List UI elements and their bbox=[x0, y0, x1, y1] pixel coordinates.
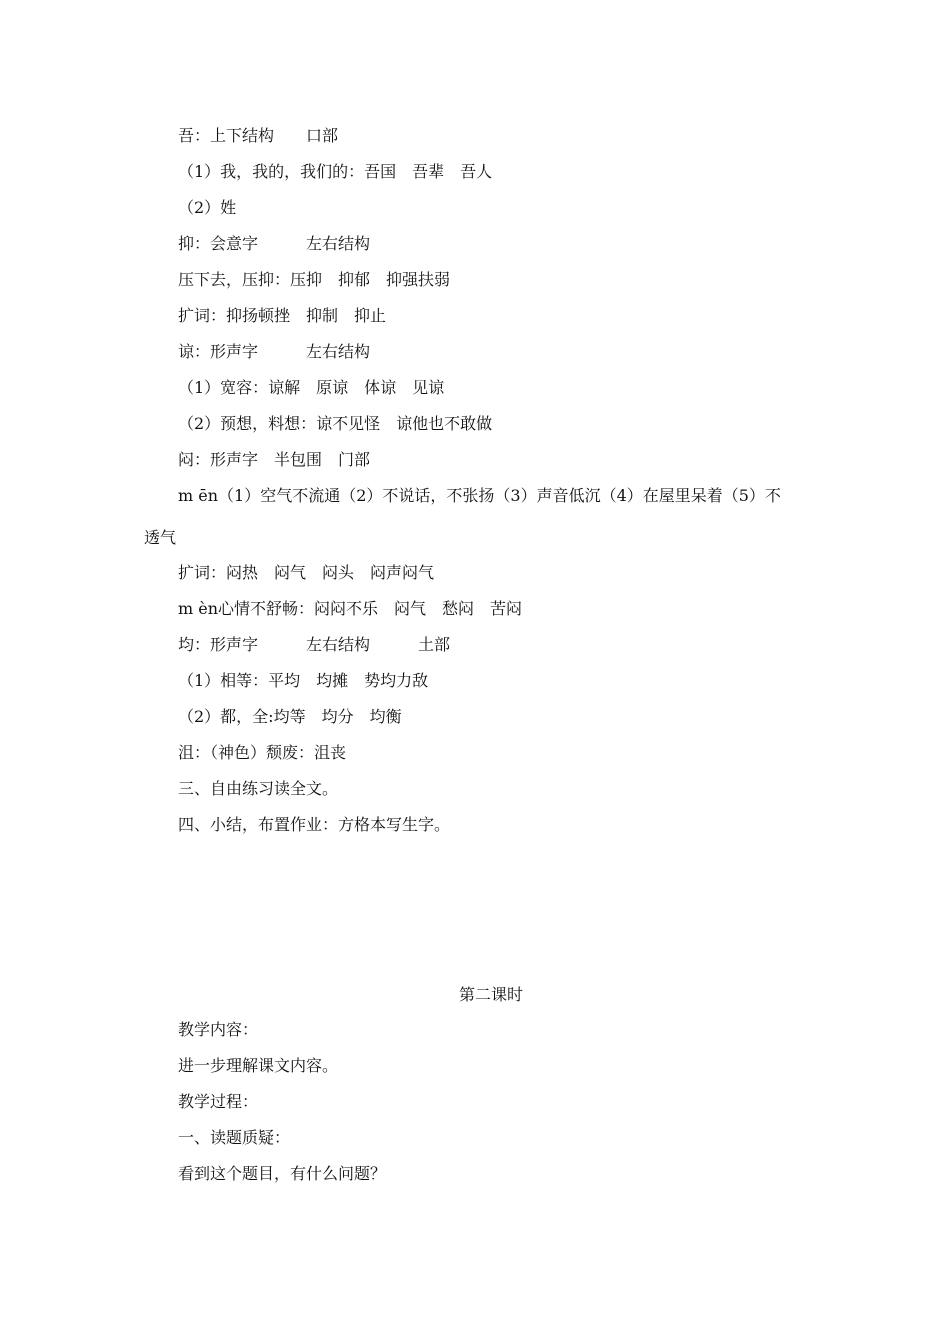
section-line-5: 看到这个题目，有什么问题？ bbox=[178, 1164, 387, 1183]
text-line-13: 扩词：闷热 闷气 闷头 闷声闷气 bbox=[178, 563, 435, 582]
text-line-11: m ēn（1）空气不流通（2）不说话，不张扬（3）声音低沉（4）在屋里呆着（5）不 bbox=[178, 486, 781, 505]
text-line-7: 谅：形声字 左右结构 bbox=[178, 342, 371, 361]
text-line-15: 均：形声字 左右结构 土部 bbox=[178, 635, 451, 654]
text-line-18: 沮：（神色）颓废：沮丧 bbox=[178, 743, 347, 762]
section-line-3: 教学过程： bbox=[178, 1092, 259, 1111]
text-line-12: 透气 bbox=[144, 528, 177, 547]
text-line-14: m èn心情不舒畅：闷闷不乐 闷气 愁闷 苦闷 bbox=[178, 599, 523, 618]
text-line-19: 三、自由练习读全文。 bbox=[178, 779, 339, 798]
text-line-5: 压下去，压抑：压抑 抑郁 抑强扶弱 bbox=[178, 270, 451, 289]
text-line-3: （2）姓 bbox=[178, 198, 237, 217]
text-line-17: （2）都，全:均等 均分 均衡 bbox=[178, 707, 402, 726]
text-line-10: 闷：形声字 半包围 门部 bbox=[178, 450, 371, 469]
text-line-20: 四、小结，布置作业：方格本写生字。 bbox=[178, 815, 451, 834]
text-line-9: （2）预想，料想：谅不见怪 谅他也不敢做 bbox=[178, 414, 493, 433]
text-line-16: （1）相等：平均 均摊 势均力敌 bbox=[178, 671, 429, 690]
text-line-1: 吾：上下结构 口部 bbox=[178, 126, 339, 145]
text-line-2: （1）我，我的，我们的：吾国 吾辈 吾人 bbox=[178, 162, 493, 181]
text-line-6: 扩词：抑扬顿挫 抑制 抑止 bbox=[178, 306, 387, 325]
text-line-4: 抑：会意字 左右结构 bbox=[178, 234, 371, 253]
section-title: 第二课时 bbox=[458, 985, 523, 1004]
text-line-8: （1）宽容：谅解 原谅 体谅 见谅 bbox=[178, 378, 445, 397]
section-line-4: 一、读题质疑： bbox=[178, 1128, 291, 1147]
section-line-2: 进一步理解课文内容。 bbox=[178, 1056, 339, 1075]
section-line-1: 教学内容： bbox=[178, 1020, 259, 1039]
